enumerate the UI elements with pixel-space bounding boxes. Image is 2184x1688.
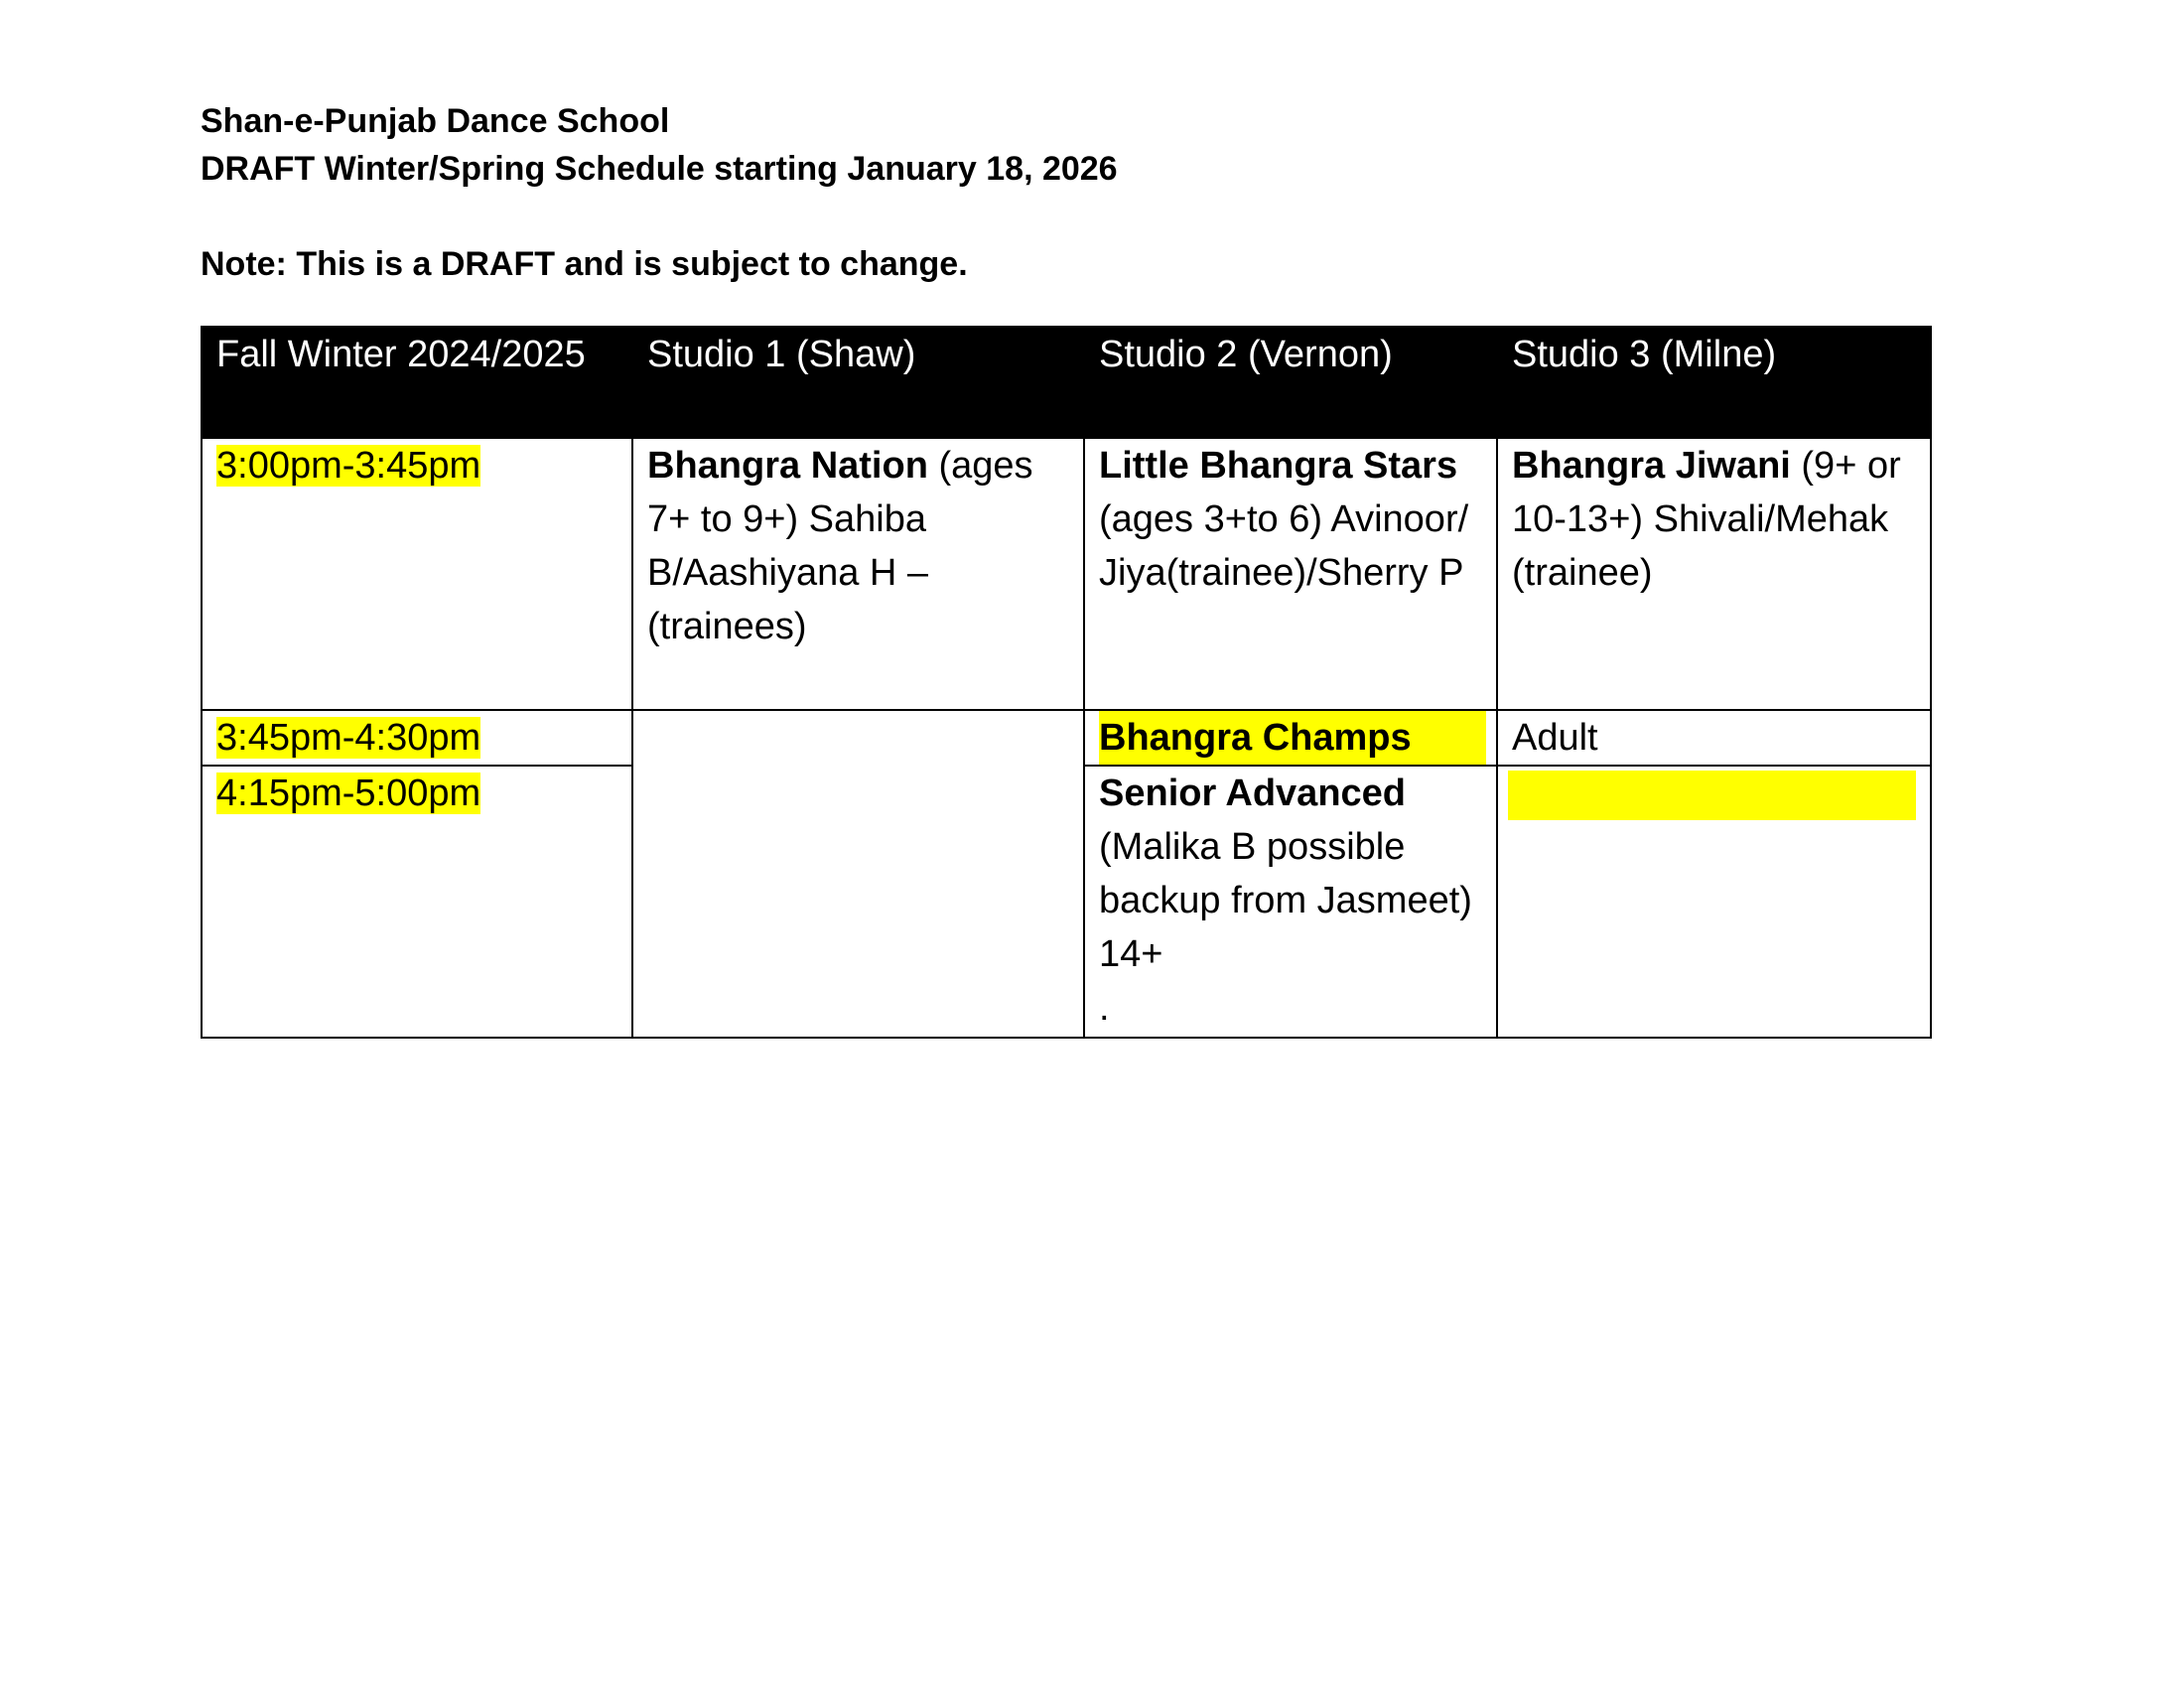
class-details: (ages 3+to 6) Avinoor/ Jiya(trainee)/Sherry P xyxy=(1099,498,1469,594)
studio-3-cell xyxy=(1497,766,1931,1038)
time-cell xyxy=(202,438,632,710)
time-slot: 4:15pm-5:00pm xyxy=(216,773,481,814)
class-name: Bhangra Jiwani xyxy=(1512,445,1791,487)
class-name: Adult xyxy=(1512,717,1598,759)
class-details: (Malika B possible backup from Jasmeet) 14+ xyxy=(1099,826,1472,975)
header-row xyxy=(202,327,1931,438)
studio-2-cell xyxy=(1084,438,1497,710)
studio-3-cell xyxy=(1497,438,1931,710)
trailing-mark: . xyxy=(1099,987,1110,1029)
studio-3-cell xyxy=(1497,710,1931,766)
table-row xyxy=(202,438,1931,710)
time-cell xyxy=(202,766,632,1038)
studio-1-cell xyxy=(632,438,1084,710)
header-studio-1: Studio 1 (Shaw) xyxy=(632,327,1084,438)
highlighted-empty-slot xyxy=(1508,771,1916,820)
class-name: Senior Advanced xyxy=(1099,773,1407,814)
document-subtitle: DRAFT Winter/Spring Schedule starting January 18, 2026 xyxy=(201,150,1118,188)
studio-2-cell xyxy=(1084,766,1497,1038)
studio-2-cell xyxy=(1084,710,1497,766)
table-row xyxy=(202,710,1931,766)
document-title: Shan-e-Punjab Dance School xyxy=(201,102,670,140)
time-slot: 3:45pm-4:30pm xyxy=(216,717,481,759)
studio-1-blocked-cell xyxy=(632,710,1084,1038)
class-name: Bhangra Nation xyxy=(647,445,928,487)
time-slot: 3:00pm-3:45pm xyxy=(216,445,481,487)
header-studio-3: Studio 3 (Milne) xyxy=(1497,327,1931,438)
class-details: (ages 7+ to 9+) Sahiba B/Aashiyana H – (trainees) xyxy=(647,445,1033,647)
draft-note: Note: This is a DRAFT and is subject to change. xyxy=(201,245,968,283)
time-cell xyxy=(202,710,632,766)
schedule-table xyxy=(201,326,1932,1039)
class-name: Bhangra Champs xyxy=(1099,711,1486,765)
header-time-column: Fall Winter 2024/2025 xyxy=(202,327,632,438)
class-name: Little Bhangra Stars xyxy=(1099,445,1458,487)
header-studio-2: Studio 2 (Vernon) xyxy=(1084,327,1497,438)
class-details: (9+ or 10-13+) Shivali/Mehak (trainee) xyxy=(1512,445,1901,594)
